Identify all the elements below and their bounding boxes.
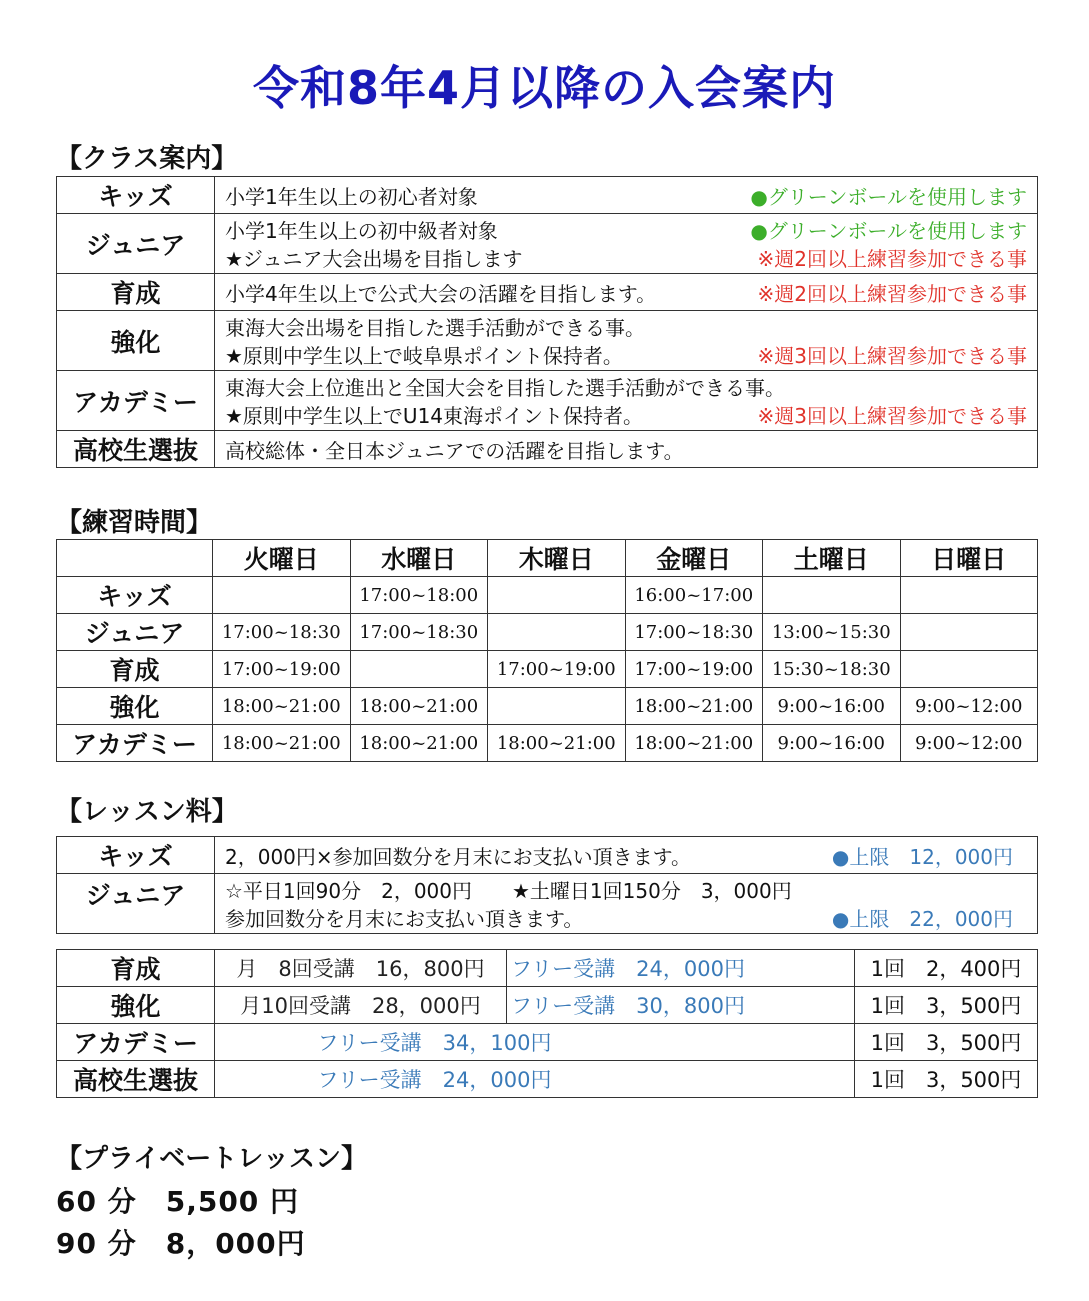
fee-single: 1回 3，500円 [855,1061,1038,1098]
table-row [57,577,1038,614]
schedule-heading: 【練習時間】 [56,508,213,538]
table-row [57,177,1038,214]
time-cell: 18:00~21:00 [213,688,351,725]
time-cell: 18:00~21:00 [625,688,763,725]
class-desc-text: ★ジュニア大会出場を目指します [225,247,523,271]
time-cell: 17:00~18:30 [213,614,351,651]
day-header: 水曜日 [350,540,488,577]
class-desc-ikusei [215,274,1038,311]
fee-limit: ●上限 12，000円 [831,844,1013,869]
time-cell: 15:30~18:30 [763,651,901,688]
time-cell: 18:00~21:00 [625,725,763,762]
table-row [57,371,1038,431]
class-name-highschool: 高校生選抜 [57,431,215,468]
time-cell: 17:00~18:30 [350,614,488,651]
table-row [57,274,1038,311]
class-guide-heading: 【クラス案内】 [56,144,238,174]
schedule-class: 強化 [57,688,213,725]
time-cell [900,577,1038,614]
schedule-class: 育成 [57,651,213,688]
class-desc-text: 東海大会上位進出と全国大会を目指した選手活動ができる事。 [225,376,785,400]
table-row [57,311,1038,371]
time-cell: 18:00~21:00 [213,725,351,762]
private-lesson-60: 60 分 5,500 円 [56,1185,300,1218]
time-cell: 9:00~12:00 [900,725,1038,762]
fee-table-advanced [56,949,1038,1098]
table-row [57,540,1038,577]
class-guide-table [56,176,1038,468]
fee-class: 強化 [57,987,215,1024]
time-cell: 18:00~21:00 [488,725,626,762]
time-cell: 16:00~17:00 [625,577,763,614]
schedule-corner [57,540,213,577]
class-desc-text: 小学4年生以上で公式大会の活躍を目指します。 [225,281,657,306]
private-lesson-heading: 【プライベートレッスン】 [56,1144,367,1174]
class-note: ●グリーンボールを使用します [750,219,1027,243]
fee-class: 育成 [57,950,215,987]
class-desc-text: ★原則中学生以上で岐阜県ポイント保持者。 [225,344,623,368]
schedule-class: ジュニア [57,614,213,651]
table-row [57,950,1038,987]
class-name-kyouka: 強化 [57,311,215,371]
time-cell: 17:00~18:30 [625,614,763,651]
class-desc-text: 東海大会出場を目指した選手活動ができる事。 [225,316,645,340]
day-header: 日曜日 [900,540,1038,577]
time-cell [900,651,1038,688]
time-cell: 17:00~19:00 [213,651,351,688]
table-row [57,614,1038,651]
class-desc-kyouka [215,311,1038,371]
class-name-kids: キッズ [57,177,215,214]
class-name-academy: アカデミー [57,371,215,431]
table-row [57,214,1038,274]
class-note: ※週2回以上練習参加できる事 [757,281,1027,306]
class-desc-highschool [215,431,1038,468]
class-name-ikusei: 育成 [57,274,215,311]
fee-class: アカデミー [57,1024,215,1061]
schedule-table [56,539,1038,762]
fee-single: 1回 3，500円 [855,1024,1038,1061]
day-header: 木曜日 [488,540,626,577]
lesson-fee-heading: 【レッスン料】 [56,797,238,827]
time-cell: 13:00~15:30 [763,614,901,651]
time-cell: 9:00~16:00 [763,688,901,725]
table-row [57,725,1038,762]
class-desc-academy [215,371,1038,431]
class-desc-text: 小学1年生以上の初心者対象 [225,184,478,209]
class-desc-kids [215,177,1038,214]
class-note: ※週2回以上練習参加できる事 [757,247,1027,271]
fee-free: フリー受講 24，000円 [507,950,855,987]
day-header: 土曜日 [763,540,901,577]
fee-single: 1回 3，500円 [855,987,1038,1024]
time-cell: 9:00~16:00 [763,725,901,762]
time-cell [900,614,1038,651]
fee-class-junior: ジュニア [57,874,215,934]
time-cell: 17:00~18:00 [350,577,488,614]
fee-plan: 月 8回受講 16，800円 [215,950,507,987]
time-cell: 18:00~21:00 [350,688,488,725]
fee-class-kids: キッズ [57,837,215,874]
class-desc-text: ★原則中学生以上でU14東海ポイント保持者。 [225,404,644,428]
fee-desc-kids [215,837,1038,874]
fee-free: フリー受講 30，800円 [507,987,855,1024]
time-cell [488,577,626,614]
table-row [57,1024,1038,1061]
day-header: 金曜日 [625,540,763,577]
time-cell [488,688,626,725]
fee-text: ☆平日1回90分 2，000円 ★土曜日1回150分 3，000円 [225,879,792,903]
fee-text: 参加回数分を月末にお支払い頂きます。 [225,907,584,931]
fee-free: フリー受講 24，000円 [215,1061,855,1098]
time-cell: 17:00~19:00 [625,651,763,688]
page-title: 令和8年4月以降の入会案内 [252,61,836,115]
fee-table-kids-junior [56,836,1038,934]
class-desc-junior [215,214,1038,274]
fee-text: 2，000円×参加回数分を月末にお支払い頂きます。 [225,844,692,869]
fee-desc-junior [215,874,1038,934]
class-name-junior: ジュニア [57,214,215,274]
time-cell [488,614,626,651]
time-cell [350,651,488,688]
time-cell: 9:00~12:00 [900,688,1038,725]
table-row [57,651,1038,688]
class-note: ●グリーンボールを使用します [750,184,1027,209]
class-desc-text: 高校総体・全日本ジュニアでの活躍を目指します。 [225,438,684,463]
table-row [57,987,1038,1024]
schedule-class: キッズ [57,577,213,614]
class-desc-text: 小学1年生以上の初中級者対象 [225,219,498,243]
fee-single: 1回 2，400円 [855,950,1038,987]
table-row [57,688,1038,725]
class-note: ※週3回以上練習参加できる事 [757,404,1027,428]
table-row [57,431,1038,468]
fee-class: 高校生選抜 [57,1061,215,1098]
fee-plan: 月10回受講 28，000円 [215,987,507,1024]
time-cell [213,577,351,614]
table-row [57,837,1038,874]
fee-free: フリー受講 34，100円 [215,1024,855,1061]
table-row [57,874,1038,934]
time-cell [763,577,901,614]
time-cell: 18:00~21:00 [350,725,488,762]
table-row [57,1061,1038,1098]
class-note: ※週3回以上練習参加できる事 [757,344,1027,368]
schedule-class: アカデミー [57,725,213,762]
fee-limit: ●上限 22，000円 [831,907,1013,931]
time-cell: 17:00~19:00 [488,651,626,688]
day-header: 火曜日 [213,540,351,577]
private-lesson-90: 90 分 8，000円 [56,1227,306,1260]
